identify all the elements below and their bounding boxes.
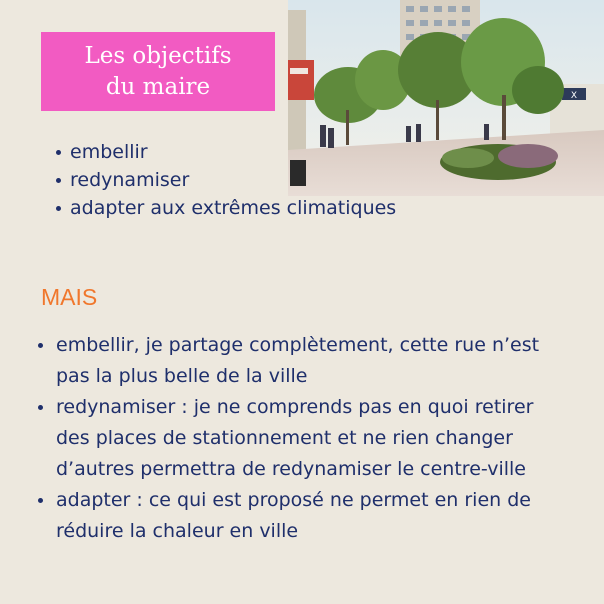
objection-line: des places de stationnement et ne rien changer: [56, 427, 513, 449]
title-line-2: du maire: [105, 73, 211, 100]
objection-item: [38, 330, 583, 392]
goals-list: [56, 138, 396, 222]
objection-line: embellir, je partage complètement, cette rue n’est: [56, 334, 540, 356]
goal-item: embellir: [56, 138, 396, 166]
title-line-1: Les objectifs: [84, 42, 232, 69]
objections-list: [38, 330, 583, 547]
objection-item: [38, 392, 583, 485]
objection-item: [38, 485, 583, 547]
mais-heading: MAIS: [41, 284, 98, 310]
title-box: [41, 32, 275, 111]
objection-line: pas la plus belle de la ville: [56, 365, 308, 387]
objection-line: d’autres permettra de redynamiser le centre-ville: [56, 458, 526, 480]
goal-item: redynamiser: [56, 166, 396, 194]
objection-line: adapter : ce qui est proposé ne permet en rien de: [56, 489, 531, 511]
goal-item: adapter aux extrêmes climatiques: [56, 194, 396, 222]
shop-sign-text: X: [570, 91, 578, 101]
objection-line: réduire la chaleur en ville: [56, 520, 299, 542]
objection-line: redynamiser : je ne comprends pas en quoi retirer: [56, 396, 534, 418]
